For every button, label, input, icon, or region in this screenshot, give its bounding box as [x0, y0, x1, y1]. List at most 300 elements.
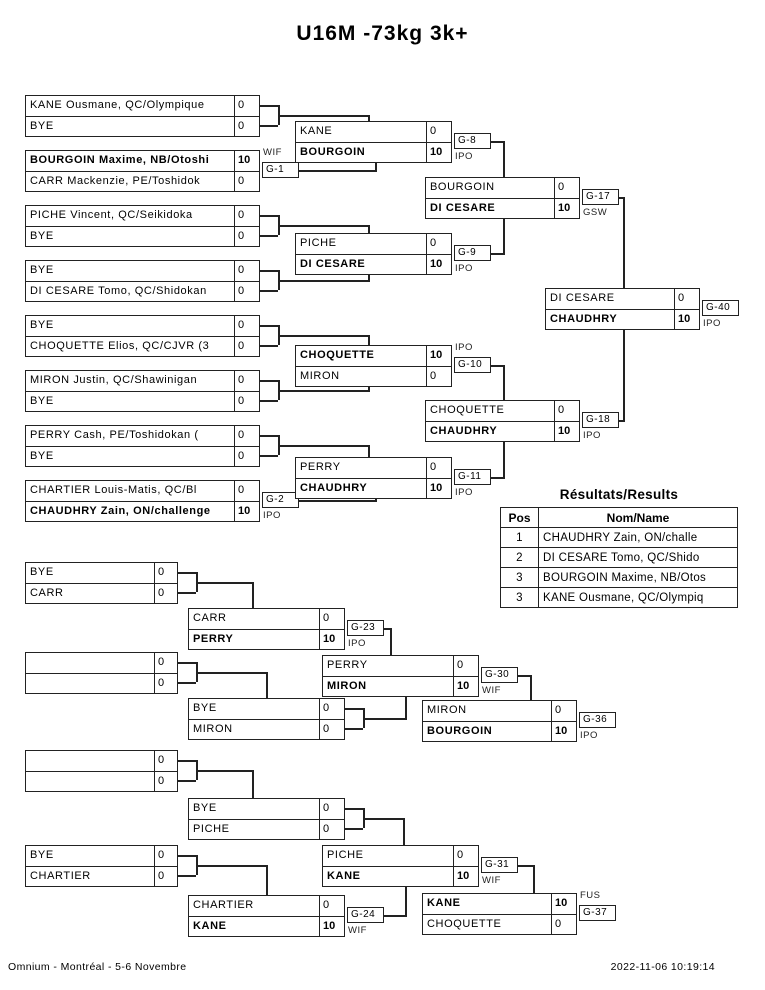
player-score: 10	[674, 310, 699, 329]
bracket-line	[178, 572, 196, 574]
match-result-type: IPO	[583, 430, 601, 441]
player-name: MIRON	[300, 370, 340, 382]
player-name: BOURGOIN	[430, 181, 495, 193]
player-score: 0	[154, 846, 177, 866]
bracket-line	[390, 628, 392, 655]
bracket-line	[178, 682, 196, 684]
player-name: PERRY	[193, 633, 234, 645]
player-name	[26, 653, 154, 673]
bracket-line	[530, 675, 532, 700]
player-score: 10	[453, 867, 478, 886]
bracket-line	[503, 218, 505, 253]
player-name: BYE	[193, 802, 217, 814]
player-score: 10	[551, 722, 576, 741]
player-name: BYE	[30, 264, 54, 276]
player-name: CHAUDHRY	[430, 425, 498, 437]
player-row	[423, 914, 576, 934]
player-row	[26, 653, 177, 673]
match-box-m6	[25, 370, 260, 412]
player-name: BYE	[30, 566, 54, 578]
player-score: 0	[154, 751, 177, 771]
player-score: 0	[234, 447, 259, 466]
player-row	[26, 261, 259, 281]
player-row	[26, 501, 259, 521]
player-name: KANE	[427, 897, 461, 909]
bracket-line	[368, 445, 370, 457]
player-score: 0	[234, 172, 259, 191]
match-box-m2	[25, 150, 260, 192]
match-tag-g-37: G-37	[579, 905, 616, 921]
match-tag-g-40: G-40	[702, 300, 739, 316]
bracket-line	[345, 708, 363, 710]
bracket-line	[278, 390, 370, 392]
match-tag-g-2: G-2	[262, 492, 299, 508]
footer-timestamp: 2022-11-06 10:19:14	[610, 961, 715, 973]
bracket-line	[260, 105, 278, 107]
player-score: 10	[319, 630, 344, 649]
bracket-line	[491, 477, 505, 479]
match-result-type: IPO	[455, 263, 473, 274]
match-result-type: IPO	[703, 318, 721, 329]
match-box-m4	[25, 260, 260, 302]
match-tag-g-17: G-17	[582, 189, 619, 205]
bracket-line	[252, 770, 254, 798]
player-name: MIRON	[193, 723, 233, 735]
bracket-line	[266, 672, 268, 698]
result-pos: 3	[501, 588, 539, 608]
match-result-type: WIF	[482, 685, 501, 696]
player-name: MIRON Justin, QC/Shawinigan	[30, 374, 198, 386]
bracket-line	[260, 345, 278, 347]
player-score: 0	[551, 701, 576, 721]
player-name: PICHE Vincent, QC/Seikidoka	[30, 209, 193, 221]
match-tag-g-23: G-23	[347, 620, 384, 636]
bracket-line	[503, 441, 505, 477]
player-score: 0	[426, 367, 451, 386]
player-score: 0	[234, 227, 259, 246]
bracket-line	[178, 662, 196, 664]
player-row	[323, 846, 478, 866]
player-score: 0	[551, 915, 576, 934]
player-name: CHARTIER Louis-Matis, QC/Bl	[30, 484, 197, 496]
player-row	[426, 198, 579, 218]
player-name: CHOQUETTE	[300, 349, 375, 361]
player-score: 10	[426, 346, 451, 366]
player-row	[189, 819, 344, 839]
match-box-m9	[295, 121, 452, 163]
match-box-m13	[425, 177, 580, 219]
match-tag-g-11: G-11	[454, 469, 491, 485]
player-name: BYE	[193, 702, 217, 714]
bracket-line	[178, 780, 196, 782]
bracket-line	[405, 696, 407, 718]
match-result-type: FUS	[580, 890, 601, 901]
match-tag-g-31: G-31	[481, 857, 518, 873]
match-box-s6	[422, 893, 577, 935]
bracket-line	[260, 455, 278, 457]
bracket-line	[403, 818, 405, 845]
player-row	[296, 478, 451, 498]
match-tag-g-8: G-8	[454, 133, 491, 149]
player-score: 0	[154, 867, 177, 886]
player-row	[296, 142, 451, 162]
player-name: CHAUDHRY Zain, ON/challenge	[30, 505, 211, 517]
bracket-line	[278, 225, 370, 227]
player-row	[323, 656, 478, 676]
match-tag-g-9: G-9	[454, 245, 491, 261]
match-result-type: WIF	[348, 925, 367, 936]
match-tag-g-18: G-18	[582, 412, 619, 428]
player-name: CHOQUETTE Elios, QC/CJVR (3	[30, 340, 210, 352]
player-score: 10	[554, 199, 579, 218]
bracket-line	[533, 865, 535, 893]
bracket-line	[623, 197, 625, 288]
match-box-r5	[322, 655, 479, 697]
result-name: DI CESARE Tomo, QC/Shido	[539, 548, 738, 568]
bracket-line	[363, 718, 407, 720]
player-name: BYE	[30, 319, 54, 331]
player-name: PERRY Cash, PE/Toshidokan (	[30, 429, 199, 441]
player-name: CARR	[193, 612, 227, 624]
match-result-type: GSW	[583, 207, 608, 218]
player-row	[26, 316, 259, 336]
match-tag-g-24: G-24	[347, 907, 384, 923]
bracket-line	[260, 380, 278, 382]
match-box-m12	[295, 457, 452, 499]
match-box-r4	[188, 698, 345, 740]
match-box-s1	[25, 750, 178, 792]
player-row	[423, 701, 576, 721]
player-row	[296, 458, 451, 478]
result-row	[501, 528, 738, 548]
player-row	[426, 401, 579, 421]
player-name: MIRON	[327, 680, 367, 692]
player-row	[26, 426, 259, 446]
match-result-type: IPO	[263, 510, 281, 521]
match-box-m11	[295, 345, 452, 387]
bracket-line	[178, 592, 196, 594]
match-box-s3	[25, 845, 178, 887]
result-row	[501, 588, 738, 608]
player-row	[26, 563, 177, 583]
player-row	[26, 481, 259, 501]
bracket-line	[260, 400, 278, 402]
match-box-r6	[422, 700, 577, 742]
player-name: KANE	[193, 920, 227, 932]
player-row	[26, 171, 259, 191]
result-pos: 1	[501, 528, 539, 548]
match-box-s5	[322, 845, 479, 887]
player-name: KANE Ousmane, QC/Olympique	[30, 99, 205, 111]
player-name: PERRY	[300, 461, 341, 473]
match-result-type: IPO	[580, 730, 598, 741]
player-name: BYE	[30, 450, 54, 462]
player-row	[189, 896, 344, 916]
results-table	[500, 507, 738, 608]
bracket-line	[196, 582, 254, 584]
player-row	[546, 289, 699, 309]
bracket-line	[299, 500, 377, 502]
player-name: BYE	[30, 120, 54, 132]
bracket-line	[178, 875, 196, 877]
match-box-m5	[25, 315, 260, 357]
bracket-line	[363, 818, 405, 820]
player-score: 10	[319, 917, 344, 936]
player-row	[26, 206, 259, 226]
player-row	[26, 116, 259, 136]
player-name: CHOQUETTE	[427, 918, 502, 930]
bracket-line	[260, 290, 278, 292]
player-name: KANE	[327, 870, 361, 882]
player-row	[426, 178, 579, 198]
match-box-m3	[25, 205, 260, 247]
player-name: PICHE	[300, 237, 337, 249]
match-result-type: IPO	[455, 151, 473, 162]
player-score: 10	[453, 677, 478, 696]
match-tag-g-36: G-36	[579, 712, 616, 728]
player-score: 0	[234, 282, 259, 301]
result-pos: 2	[501, 548, 539, 568]
bracket-line	[384, 915, 407, 917]
player-score: 0	[453, 846, 478, 866]
player-row	[26, 336, 259, 356]
player-score: 0	[319, 720, 344, 739]
player-row	[189, 799, 344, 819]
player-score: 0	[234, 392, 259, 411]
bracket-line	[260, 125, 278, 127]
match-box-m7	[25, 425, 260, 467]
player-score: 0	[319, 896, 344, 916]
player-score: 0	[154, 584, 177, 603]
player-row	[426, 421, 579, 441]
player-score: 0	[319, 699, 344, 719]
footer-event-label: Omnium - Montréal - 5-6 Novembre	[8, 961, 187, 973]
player-score: 0	[453, 656, 478, 676]
player-score: 0	[154, 772, 177, 791]
results-header-name: Nom/Name	[539, 508, 738, 528]
player-score: 0	[426, 122, 451, 142]
player-score: 0	[674, 289, 699, 309]
bracket-line	[178, 760, 196, 762]
result-row	[501, 548, 738, 568]
result-row	[501, 568, 738, 588]
player-score: 0	[319, 820, 344, 839]
bracket-line	[345, 808, 363, 810]
player-name	[26, 674, 154, 693]
result-name: BOURGOIN Maxime, NB/Otos	[539, 568, 738, 588]
player-row	[423, 721, 576, 741]
player-name: KANE	[300, 125, 333, 137]
player-name: BYE	[30, 395, 54, 407]
bracket-line	[278, 445, 370, 447]
player-name: BOURGOIN	[427, 725, 493, 737]
player-row	[423, 894, 576, 914]
bracket-line	[178, 855, 196, 857]
player-name: PERRY	[327, 659, 368, 671]
player-row	[189, 916, 344, 936]
player-score: 0	[426, 234, 451, 254]
match-box-r3	[25, 652, 178, 694]
player-name: CHOQUETTE	[430, 404, 505, 416]
player-name: BOURGOIN Maxime, NB/Otoshi	[30, 154, 210, 166]
player-name: CHARTIER	[30, 870, 91, 882]
bracket-line	[260, 235, 278, 237]
bracket-line	[260, 270, 278, 272]
player-row	[26, 151, 259, 171]
results-title: Résultats/Results	[559, 487, 679, 502]
bracket-line	[266, 865, 268, 895]
player-name: PICHE	[327, 849, 364, 861]
player-row	[189, 719, 344, 739]
bracket-line	[623, 329, 625, 420]
player-row	[323, 676, 478, 696]
player-row	[296, 346, 451, 366]
player-score: 0	[234, 206, 259, 226]
player-row	[296, 234, 451, 254]
player-row	[26, 673, 177, 693]
match-box-s4	[188, 895, 345, 937]
player-score: 0	[234, 261, 259, 281]
player-row	[26, 771, 177, 791]
player-score: 0	[234, 426, 259, 446]
match-box-r2	[188, 608, 345, 650]
player-score: 0	[319, 609, 344, 629]
player-name: CHAUDHRY	[550, 313, 618, 325]
player-row	[189, 609, 344, 629]
bracket-line	[405, 886, 407, 915]
player-score: 0	[154, 674, 177, 693]
match-box-m8	[25, 480, 260, 522]
bracket-line	[503, 365, 505, 400]
result-name: CHAUDHRY Zain, ON/challe	[539, 528, 738, 548]
player-score: 0	[234, 96, 259, 116]
player-name: CARR	[30, 587, 64, 599]
player-score: 0	[234, 371, 259, 391]
player-score: 0	[319, 799, 344, 819]
player-row	[296, 122, 451, 142]
result-name: KANE Ousmane, QC/Olympiq	[539, 588, 738, 608]
match-tag-g-30: G-30	[481, 667, 518, 683]
player-row	[296, 254, 451, 274]
player-name: CARR Mackenzie, PE/Toshidok	[30, 175, 201, 187]
player-row	[26, 96, 259, 116]
player-score: 0	[554, 178, 579, 198]
match-result-type: IPO	[455, 487, 473, 498]
bracket-line	[196, 672, 268, 674]
player-name: DI CESARE	[430, 202, 496, 214]
player-row	[189, 699, 344, 719]
player-score: 10	[426, 143, 451, 162]
bracket-line	[345, 728, 363, 730]
bracket-line	[345, 828, 363, 830]
page-title: U16M -73kg 3k+	[296, 22, 469, 45]
bracket-line	[278, 115, 370, 117]
player-score: 0	[234, 337, 259, 356]
bracket-line	[260, 325, 278, 327]
bracket-line	[196, 865, 268, 867]
bracket-line	[260, 215, 278, 217]
player-score: 10	[554, 422, 579, 441]
player-score: 0	[234, 117, 259, 136]
player-row	[26, 846, 177, 866]
match-result-type: IPO	[455, 342, 473, 353]
player-score: 10	[426, 479, 451, 498]
player-name: BOURGOIN	[300, 146, 366, 158]
bracket-line	[375, 162, 377, 170]
player-name	[26, 751, 154, 771]
match-box-s2	[188, 798, 345, 840]
match-result-type: WIF	[482, 875, 501, 886]
player-score: 10	[234, 151, 259, 171]
player-name: CHAUDHRY	[300, 482, 368, 494]
match-box-r1	[25, 562, 178, 604]
player-row	[26, 281, 259, 301]
player-score: 0	[234, 481, 259, 501]
player-name: PICHE	[193, 823, 230, 835]
player-name: MIRON	[427, 704, 467, 716]
player-score: 0	[234, 316, 259, 336]
bracket-line	[491, 253, 505, 255]
bracket-line	[368, 335, 370, 345]
player-score: 10	[551, 894, 576, 914]
match-box-m15	[545, 288, 700, 330]
player-score: 0	[154, 653, 177, 673]
match-box-m14	[425, 400, 580, 442]
match-box-m1	[25, 95, 260, 137]
player-row	[26, 583, 177, 603]
match-tag-g-1: G-1	[262, 162, 299, 178]
player-score: 10	[234, 502, 259, 521]
bracket-line	[196, 770, 254, 772]
player-name: CHARTIER	[193, 899, 254, 911]
player-row	[26, 226, 259, 246]
bracket-line	[619, 420, 625, 422]
bracket-line	[278, 280, 370, 282]
player-score: 10	[426, 255, 451, 274]
match-box-m10	[295, 233, 452, 275]
player-name: BYE	[30, 230, 54, 242]
player-row	[26, 391, 259, 411]
match-result-type: WIF	[263, 147, 282, 158]
player-row	[26, 371, 259, 391]
bracket-line	[278, 335, 370, 337]
player-name: DI CESARE Tomo, QC/Shidokan	[30, 285, 207, 297]
player-name: DI CESARE	[300, 258, 366, 270]
results-panel	[500, 487, 738, 608]
bracket-line	[299, 170, 377, 172]
result-pos: 3	[501, 568, 539, 588]
player-row	[26, 446, 259, 466]
bracket-line	[260, 435, 278, 437]
player-row	[323, 866, 478, 886]
results-header-pos: Pos	[501, 508, 539, 528]
player-row	[546, 309, 699, 329]
bracket-line	[503, 141, 505, 177]
match-tag-g-10: G-10	[454, 357, 491, 373]
player-row	[296, 366, 451, 386]
match-result-type: IPO	[348, 638, 366, 649]
player-score: 0	[554, 401, 579, 421]
player-row	[26, 751, 177, 771]
player-row	[26, 866, 177, 886]
player-name: DI CESARE	[550, 292, 615, 304]
player-score: 0	[154, 563, 177, 583]
player-name: BYE	[30, 849, 54, 861]
player-score: 0	[426, 458, 451, 478]
player-name	[26, 772, 154, 791]
player-row	[189, 629, 344, 649]
bracket-line	[368, 225, 370, 233]
